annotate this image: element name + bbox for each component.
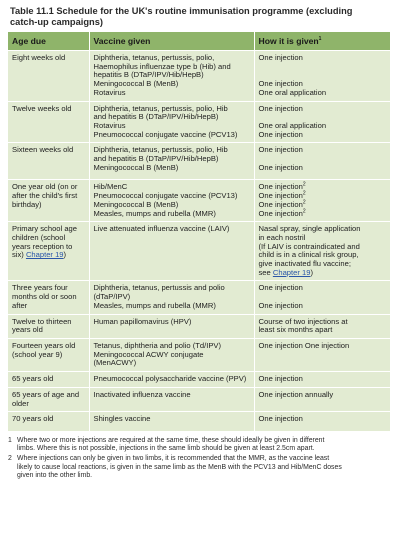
table-caption: Table 11.1 Schedule for the UK's routine immunisation programme (excluding catch-up campaigns) xyxy=(10,6,353,27)
vaccine-cell: Tetanus, diphtheria and polio (Td/IPV) Meningococcal ACWY conjugate (MenACWY) xyxy=(89,338,254,371)
age-cell: Twelve to thirteen years old xyxy=(8,314,89,338)
table-row xyxy=(8,101,390,143)
age-cell: 65 years of age and older xyxy=(8,387,89,411)
table-row xyxy=(8,281,390,314)
age-cell: Sixteen weeks old xyxy=(8,143,89,180)
vaccine-cell: Diphtheria, tetanus, pertussis, polio, Hib and hepatitis B (DTaP/IPV/Hib/HepB) Meningococcal B (MenB) xyxy=(89,143,254,180)
age-cell: Twelve weeks old xyxy=(8,101,89,143)
footnote-ref: 2 xyxy=(302,181,306,188)
footnote-ref: 1 xyxy=(318,35,322,42)
table-row xyxy=(8,338,390,371)
table-header-row xyxy=(8,32,390,51)
how-cell: One injection One oral application One injection xyxy=(254,101,390,143)
how-cell: One injection xyxy=(254,412,390,431)
how-cell: One injection annually xyxy=(254,387,390,411)
chapter-19-link[interactable]: Chapter 19 xyxy=(272,267,311,277)
age-cell: 70 years old xyxy=(8,412,89,431)
footnote-2: 2 Where injections can only be given in two limbs, it is recommended that the MMR, as the vaccine least likely to cause local reactions, is given in the same limb as the MenB with the PCV13 and Hib/MenC doses given into the other limb. xyxy=(8,455,342,479)
table-row xyxy=(8,412,390,431)
vaccine-cell: Inactivated influenza vaccine xyxy=(89,387,254,411)
how-cell: One injection One injection xyxy=(254,338,390,371)
header-age-due: Age due xyxy=(8,32,89,51)
footnote-ref: 2 xyxy=(302,190,306,197)
footnote-ref: 2 xyxy=(302,208,306,215)
vaccine-cell: Human papillomavirus (HPV) xyxy=(89,314,254,338)
immunisation-schedule-table xyxy=(8,32,390,431)
footnote-ref: 2 xyxy=(302,199,306,206)
table-row xyxy=(8,51,390,102)
vaccine-cell: Diphtheria, tetanus, pertussis, polio, Hib and hepatitis B (DTaP/IPV/Hib/HepB) Rotavirus Pneumococcal conjugate vaccine (PCV13) xyxy=(89,101,254,143)
vaccine-cell: Hib/MenC Pneumococcal conjugate vaccine (PCV13) Meningococcal B (MenB) Measles, mumps and rubella (MMR) xyxy=(89,180,254,222)
how-cell: One injection One injection One oral application xyxy=(254,51,390,102)
header-vaccine-given: Vaccine given xyxy=(89,32,254,51)
table-row xyxy=(8,387,390,411)
vaccine-cell: Pneumococcal polysaccharide vaccine (PPV) xyxy=(89,372,254,388)
vaccine-cell: Diphtheria, tetanus, pertussis, polio, Haemophilus influenzae type b (Hib) and hepatitis B (DTaP/IPV/Hib/HepB) Meningococcal B (MenB) Rotavirus xyxy=(89,51,254,102)
chapter-19-link[interactable]: Chapter 19 xyxy=(25,250,64,260)
how-cell: One injection$^2$ One injection$^2$ One injection$^2$ One injection$^2$ xyxy=(254,180,390,222)
table-row xyxy=(8,180,390,222)
vaccine-cell: Diphtheria, tetanus, pertussis and polio (dTaP/IPV) Measles, mumps and rubella (MMR) xyxy=(89,281,254,314)
table-footnotes xyxy=(8,437,390,480)
age-cell: One year old (on or after the child's first birthday) xyxy=(8,180,89,222)
vaccine-cell: Live attenuated influenza vaccine (LAIV) xyxy=(89,222,254,281)
age-cell: Fourteen years old (school year 9) xyxy=(8,338,89,371)
table-row xyxy=(8,222,390,281)
how-cell: Course of two injections at least six months apart xyxy=(254,314,390,338)
footnote-1: 1 Where two or more injections are required at the same time, these should ideally be given in different limbs. Where this is not possible, injections in the same limb should be given at least 2.5cm apart. xyxy=(8,436,325,453)
table-row xyxy=(8,372,390,388)
how-cell: One injection One injection xyxy=(254,281,390,314)
header-how-given: How it is given$^1$ xyxy=(254,32,390,51)
how-cell: One injection xyxy=(254,372,390,388)
age-cell: Three years four months old or soon after xyxy=(8,281,89,314)
age-cell: 65 years old xyxy=(8,372,89,388)
how-cell: One injection One injection xyxy=(254,143,390,180)
vaccine-cell: Shingles vaccine xyxy=(89,412,254,431)
age-cell: Eight weeks old xyxy=(8,51,89,102)
age-cell: Primary school age children (school years reception to six) Chapter 19) xyxy=(8,222,89,281)
table-row xyxy=(8,314,390,338)
how-cell: Nasal spray, single application in each nostril (If LAIV is contraindicated and child is in a clinical risk group, give inactivated flu vaccine; see Chapter 19) xyxy=(254,222,390,281)
table-row xyxy=(8,143,390,180)
